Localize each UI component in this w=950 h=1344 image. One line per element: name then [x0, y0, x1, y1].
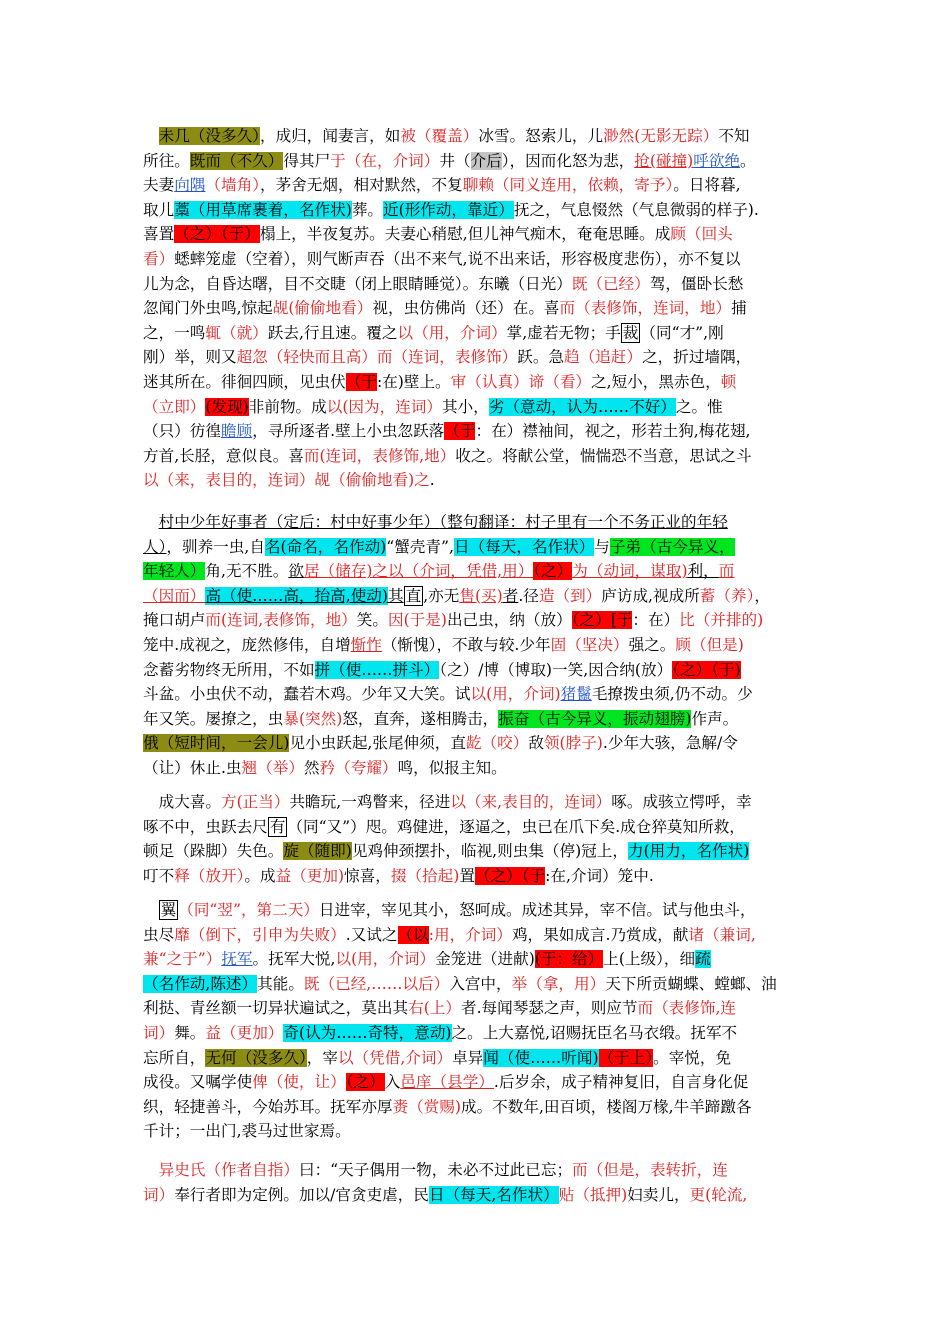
text-line: [143, 996, 807, 1021]
text-line: [143, 222, 807, 247]
text-line: [143, 296, 807, 321]
text-line: [143, 898, 807, 923]
annotated-text: 子弟（古今异义，: [609, 537, 735, 556]
annotated-text: 超忽（轻快而且高）而（连词，表修饰）: [236, 348, 518, 367]
text-segment: 见鸡伸颈摆扑，临视,则虫集（停)冠上，: [351, 842, 628, 861]
annotated-text: 利，: [687, 562, 719, 581]
text-segment: 之，折过墙隅，: [642, 348, 752, 367]
text-segment: 刚）举，则又: [143, 348, 237, 367]
text-segment: 者.每闻琴瑟之声，则应节: [460, 999, 638, 1018]
text-segment: ，宰: [306, 1048, 338, 1067]
annotated-text: 龁（咬）: [465, 734, 529, 753]
annotated-text: 辄（就）: [205, 323, 268, 342]
annotated-text: 裁: [622, 323, 639, 342]
annotated-text: 既（已经,……以后）: [303, 974, 450, 993]
annotated-text: 蓄（养）: [699, 586, 755, 605]
text-line: [143, 419, 807, 444]
annotated-text: 聊赖（同义连用，依赖，寄予）: [462, 176, 674, 195]
annotated-text: 而: [718, 562, 735, 581]
text-segment: 作声。: [691, 709, 739, 728]
annotated-text: （之）: [533, 562, 573, 581]
annotated-text: 有: [269, 817, 286, 836]
text-segment: 葬。: [351, 200, 384, 219]
annotated-text: 于（在，介词）: [330, 151, 440, 170]
text-segment: 其小，: [441, 397, 489, 416]
text-segment: 然: [303, 758, 320, 777]
text-line: [143, 468, 807, 493]
text-line: [143, 345, 807, 370]
text-segment: 毛撩拨虫须,仍不动。少: [591, 685, 753, 704]
annotated-text: 诸（兼词,: [688, 925, 756, 944]
text-line: [143, 247, 807, 272]
annotated-text: 翘（举）: [241, 758, 304, 777]
annotated-text: 以(用，介词）: [335, 950, 436, 969]
annotated-text: 释（放开）: [174, 866, 245, 885]
text-line: [143, 173, 807, 198]
text-segment: 所往。: [143, 151, 190, 170]
text-line: [143, 510, 807, 535]
text-segment: 顿足（跺脚）失色。: [143, 842, 284, 861]
annotated-text: 为（动词，谋取): [572, 562, 688, 581]
annotated-text: 其: [387, 586, 404, 605]
text-segment: ：在）: [632, 611, 680, 630]
annotated-text: 者: [502, 586, 519, 605]
text-segment: .少年大骇，急解/令: [602, 734, 738, 753]
text-segment: 蟋蟀笼虚（空着），则气断声吞（出不来气,说不出来话，形容极度悲伤），亦不复以: [174, 249, 741, 268]
text-line: [143, 198, 807, 223]
annotated-text: 以（凭借,介词）: [337, 1048, 453, 1067]
text-line: [143, 559, 807, 584]
annotated-text: 俾（使，让）: [252, 1073, 346, 1092]
text-line: [143, 633, 807, 658]
text-segment: 喜置: [143, 225, 175, 244]
text-segment: 念蓄劣物终无所用，不如: [143, 660, 315, 679]
text-segment: 见小虫跃起,张尾伸须，直: [289, 734, 466, 753]
text-line: [143, 1021, 807, 1046]
annotated-text: 近(形作动，靠近）: [383, 200, 514, 219]
text-segment: 之。上大嘉悦,诏赐抚臣名马衣缎。抚军不: [451, 1023, 738, 1042]
annotated-text: （整句翻译：村子里有一个不务正业的年轻: [439, 513, 728, 531]
text-line: [143, 947, 807, 972]
annotated-text: （以: [397, 925, 429, 944]
text-segment: 井（: [439, 151, 471, 170]
text-segment: ），因而化怒为悲，: [501, 151, 635, 170]
annotated-text: 猪鬣: [560, 685, 592, 704]
annotated-text: 贴（抵押): [558, 1185, 628, 1204]
annotated-text: （立即）: [143, 397, 206, 416]
text-segment: 之,短小，黑赤色，: [591, 372, 721, 391]
text-line: [143, 149, 807, 174]
text-segment: :在,介词）笼中.: [545, 866, 654, 885]
annotated-text: 益（更加): [275, 866, 345, 885]
text-line: [143, 1119, 807, 1144]
annotated-text: 名(命名，名作动): [264, 537, 387, 556]
text-segment: 其能。: [257, 974, 304, 993]
text-segment: [143, 513, 159, 531]
text-segment: （惭愧），不敢与较.少年: [381, 635, 551, 654]
annotated-text: （之）: [345, 1073, 385, 1092]
text-segment: 不知: [718, 127, 750, 145]
annotated-text: （之）（于）: [174, 225, 260, 244]
text-segment: ，驯养一虫,自: [166, 537, 265, 556]
text-line: [143, 682, 807, 707]
annotated-text: 售(买): [459, 586, 503, 605]
text-segment: 怒，直奔，遂相腾击，: [342, 709, 499, 728]
text-segment: 掩口胡卢: [143, 611, 206, 630]
annotated-text: 呼欲绝: [693, 151, 741, 170]
text-segment: .后岁余，成子精神复旧，自言身化促: [493, 1073, 749, 1092]
text-segment: 妇卖儿，: [627, 1185, 690, 1204]
annotated-text: 兼“之于”）: [143, 950, 222, 969]
annotated-text: 词）: [143, 1185, 175, 1204]
paragraph: [143, 1158, 807, 1207]
text-segment: 之。惟: [675, 397, 723, 416]
annotated-text: 闻（使……听闻): [483, 1048, 599, 1067]
annotated-text: 向隅: [174, 176, 206, 195]
text-line: [143, 370, 807, 395]
annotated-text: 顾（但是): [675, 635, 744, 654]
annotated-text: 瞻顾: [220, 422, 253, 441]
annotated-text: （同“翌”，第二天）: [178, 901, 319, 919]
annotated-text: 直: [405, 586, 422, 605]
text-segment: 惊喜，: [344, 866, 391, 885]
text-segment: “蟹壳青”,: [386, 537, 454, 556]
text-segment: 笼中.成视之，庞然修伟，自增: [143, 635, 351, 654]
annotated-text: 惭怍: [350, 635, 382, 654]
text-segment: 夫妻: [143, 176, 175, 195]
annotated-text: 顾（回头: [670, 225, 733, 244]
text-segment: ，成归，闻妻言，如: [259, 127, 401, 145]
text-segment: 庐访成,视成所: [601, 586, 700, 605]
annotated-text: [于: [610, 611, 633, 630]
text-segment: 掌,虚若无物；手: [506, 323, 621, 342]
text-segment: 卓异: [452, 1048, 484, 1067]
text-segment: 榻上，半夜复苏。夫妻心稍慰,但儿神气痴木，奄奄思睡。成: [259, 225, 671, 244]
text-segment: 。抚军大悦,: [252, 950, 336, 969]
text-line: [143, 839, 807, 864]
annotated-text: 被（覆盖）: [400, 127, 479, 145]
text-segment: .: [429, 471, 435, 490]
annotated-text: 疏: [695, 950, 711, 969]
annotated-text: 奇(认为……奇特，意动): [283, 1023, 452, 1042]
text-segment: 利挞、青丝额一切异状遍试之，莫出其: [143, 999, 409, 1018]
text-segment: ，茅舍无烟，相对默然，不复: [259, 176, 463, 195]
text-segment: 。日将暮,: [673, 176, 741, 195]
annotated-text: 高（使……高，抬高,使动): [205, 586, 388, 605]
annotated-text: 以（来,表目的，连词）: [450, 793, 612, 811]
text-line: [143, 1183, 807, 1208]
annotated-text: 介后: [470, 151, 502, 170]
text-segment: [143, 1161, 159, 1179]
text-segment: ,亦无: [423, 586, 460, 605]
annotated-text: 渺然(无影无踪）: [603, 127, 719, 145]
paragraph: [143, 124, 807, 493]
text-segment: 敌: [528, 734, 544, 753]
text-segment: .径: [518, 586, 539, 605]
annotated-text: 暴(突然): [283, 709, 343, 728]
annotated-text: 欲: [288, 562, 304, 581]
annotated-text: 人）: [143, 537, 167, 556]
annotated-text: 领(脖子): [543, 734, 603, 753]
annotated-text: 以(因为，连词）: [326, 397, 442, 416]
text-segment: 舞。: [174, 1023, 206, 1042]
annotated-text: （之）: [571, 611, 611, 630]
annotated-text: 异史氏（作者自指）: [158, 1161, 299, 1179]
text-segment: 得其尸: [283, 151, 331, 170]
text-line: [143, 535, 807, 560]
text-segment: 上(上级），细: [603, 950, 696, 969]
text-segment: ，: [754, 586, 770, 605]
annotated-text: 以（介词，凭借,用）: [388, 562, 534, 581]
text-segment: 儿为念，自昏达曙，目不交睫（闭上眼睛睡觉）。东曦（日光）: [143, 274, 572, 293]
annotated-text: 劣（意动，认为……不好）: [488, 397, 676, 416]
annotated-text: 固（坚决）: [550, 635, 629, 654]
paragraph: [143, 790, 807, 888]
text-segment: 日进宰，宰见其小，怒呵成。成述其异，宰不信。试与他虫斗，: [318, 901, 756, 919]
text-segment: （之）/博（博取)一笑,因合纳(放）: [439, 660, 673, 679]
annotated-text: 藁（用草席裹着，名作状): [174, 200, 352, 219]
annotated-text: （于: [444, 422, 476, 441]
text-segment: 方首,长胫，意似良。喜: [143, 446, 304, 465]
annotated-text: 既（已经）: [571, 274, 650, 293]
text-line: [143, 923, 807, 948]
annotated-text: 以(用，介词): [470, 685, 561, 704]
annotated-text: 看）: [143, 249, 175, 268]
text-segment: 出己虫，纳（放）: [446, 611, 572, 630]
annotated-text: 方(正当）: [220, 793, 290, 811]
text-segment: 曰：“天子偶用一物，未必不过此已忘；: [298, 1161, 573, 1179]
annotated-text: 无何（没多久）: [205, 1048, 307, 1067]
annotated-text: 矜（夸耀）: [319, 758, 398, 777]
text-segment: 虫尽: [143, 925, 175, 944]
annotated-text: （墙角）: [205, 176, 260, 195]
text-segment: 之，一鸣: [143, 323, 206, 342]
text-line: [143, 658, 807, 683]
annotated-text: 既而（不久）: [189, 151, 284, 170]
annotated-text: 振奋（古今异义，振动翅膀): [498, 709, 692, 728]
text-segment: 成。不数年,田百顷，楼阁万椽,牛羊蹄躈各: [460, 1097, 752, 1116]
text-segment: [143, 127, 159, 145]
text-segment: （让）休止.虫: [143, 758, 242, 777]
text-segment: 织，轻捷善斗，今始苏耳。抚军亦厚: [143, 1097, 393, 1116]
annotated-text: 力(用力，名作状): [627, 842, 750, 861]
text-line: [143, 707, 807, 732]
text-segment: 冰雪。怒索儿，儿: [478, 127, 604, 145]
annotated-text: （之）（于): [672, 660, 741, 679]
annotated-text: （因而）: [143, 586, 206, 605]
annotated-text: （于: [345, 372, 377, 391]
text-segment: 入: [384, 1073, 401, 1092]
text-line: [143, 972, 807, 997]
text-segment: 非前物。成: [248, 397, 327, 416]
text-segment: 迷其所在。徘徊四顾，见虫伏: [143, 372, 346, 391]
annotated-text: 比（并排的): [679, 611, 764, 630]
text-segment: 。宰悦，免: [653, 1048, 732, 1067]
text-segment: 强之。: [628, 635, 676, 654]
text-segment: 与: [594, 537, 610, 556]
annotated-text: （于上）: [598, 1048, 654, 1067]
annotated-text: 而（但是，表转折，连: [572, 1161, 728, 1179]
text-segment: 入宫中，: [449, 974, 512, 993]
text-segment: 。: [740, 151, 756, 170]
text-line: [143, 395, 807, 420]
text-line: [143, 272, 807, 297]
text-segment: 笑。: [356, 611, 388, 630]
annotated-text: 日（每天，名作状）: [453, 537, 595, 556]
text-segment: 。成: [244, 866, 276, 885]
text-segment: [143, 901, 159, 919]
text-line: [143, 608, 807, 633]
annotated-text: (于：给）: [534, 950, 604, 969]
text-segment: 捕: [731, 299, 747, 318]
annotated-text: 抚军: [221, 950, 253, 969]
annotated-text: 村中少年好事者（定后：村中好事少年）: [158, 513, 440, 531]
annotated-text: （之）（于: [474, 866, 546, 885]
text-segment: （只）彷徨: [143, 422, 221, 441]
text-segment: 年又笑。屡撩之，虫: [143, 709, 284, 728]
text-line: [143, 864, 807, 889]
text-line: [143, 124, 807, 149]
annotated-text: 造（到）: [538, 586, 602, 605]
annotated-text: 居（储存)之: [303, 562, 388, 581]
text-segment: ，寻所逐者.壁上小虫忽跃落: [252, 422, 445, 441]
annotated-text: 因(于是): [387, 611, 447, 630]
annotated-text: 顿: [720, 372, 737, 391]
text-segment: 奉行者即为定例。加以/官贪吏虐，民: [174, 1185, 429, 1204]
annotated-text: 而(连词,表修饰，地）: [205, 611, 357, 630]
text-segment: 收之。将献公堂，惴惴恐不当意，思试之斗: [455, 446, 752, 465]
text-segment: 置: [459, 866, 475, 885]
text-segment: 鸡，果如成言.乃赏成，献: [511, 925, 689, 944]
annotated-text: 日（每天,名作状）: [428, 1185, 559, 1204]
annotated-text: 翼: [160, 901, 177, 919]
annotated-text: 旋（随即): [283, 842, 352, 861]
text-segment: （同“又”）咫。鸡健进，逐逼之，虫已在爪下矣.成仓猝莫知所救，: [287, 817, 745, 836]
annotated-text: 以（来，表目的，连词）觇（偷偷地看)之: [143, 471, 430, 490]
text-segment: 鸣，似报主知。: [397, 758, 507, 777]
text-segment: 视，虫仿佛尚（还）在。喜: [372, 299, 560, 318]
text-segment: 啄。成骇立愕呼，幸: [611, 793, 752, 811]
annotated-text: 俄（短时间，一会儿): [143, 734, 290, 753]
text-segment: 共瞻玩,一鸡瞥来，径进: [289, 793, 451, 811]
text-line: [143, 1158, 807, 1183]
text-segment: 跃去,行且速。覆之: [267, 323, 398, 342]
text-line: [143, 1095, 807, 1120]
text-segment: 取儿: [143, 200, 175, 219]
annotated-text: :用，介词）: [428, 925, 512, 944]
text-segment: 角,无不胜。: [205, 562, 289, 581]
text-segment: ：在）襟袖间，视之，形若土狗,梅花翅,: [475, 422, 751, 441]
annotated-text: 年轻人）: [143, 562, 206, 581]
text-line: [143, 731, 807, 756]
text-segment: 跃。急: [517, 348, 565, 367]
paragraph: [143, 898, 807, 1144]
annotated-text: 举（拿，用）: [511, 974, 606, 993]
annotated-text: 而(连词，表修饰,地）: [303, 446, 456, 465]
annotated-text: 靡（倒下，引申为失败）: [174, 925, 346, 944]
text-segment: 金笼进（进献): [435, 950, 535, 969]
annotated-text: 赉（赏赐): [392, 1097, 461, 1116]
annotated-text: 以（用，介词）: [397, 323, 507, 342]
annotated-text: 益（更加）: [205, 1023, 284, 1042]
annotated-text: 拼（使……拼斗）: [314, 660, 440, 679]
annotated-text: 而（表修饰,连: [637, 999, 737, 1018]
text-segment: 成役。又嘱学使: [143, 1073, 253, 1092]
annotated-text: 邑庠（县学）: [400, 1073, 494, 1092]
text-segment: 忘所自，: [143, 1048, 206, 1067]
text-segment: 天下所贡蝴蝶、螳螂、油: [605, 974, 777, 993]
paragraph: [143, 510, 807, 781]
annotated-text: 掇（拾起): [390, 866, 460, 885]
text-segment: （同“才”,刚: [640, 323, 724, 342]
annotated-text: （名作动,陈述）: [143, 974, 258, 993]
text-segment: .又试之: [345, 925, 398, 944]
text-segment: 斗盆。小虫伏不动，蠢若木鸡。少年又大笑。试: [143, 685, 471, 704]
annotated-text: 右(上）: [408, 999, 461, 1018]
text-segment: 忽闻门外虫鸣,惊起: [143, 299, 273, 318]
text-segment: 成大喜。: [143, 793, 221, 811]
annotated-text: 而（表修饰，连词，地）: [559, 299, 732, 318]
annotated-text: 未几（没多久）: [158, 127, 260, 145]
annotated-text: 更(轮流,: [689, 1185, 748, 1204]
text-segment: :在)壁上。: [376, 372, 451, 391]
text-segment: 啄不中，虫跃去尺: [143, 817, 268, 836]
text-segment: 驾，僵卧长愁: [649, 274, 744, 293]
text-segment: 千计；一出门,裘马过世家焉。: [143, 1122, 351, 1141]
text-line: [143, 444, 807, 469]
annotated-text: 词）: [143, 1023, 175, 1042]
text-line: [143, 584, 807, 609]
text-line: [143, 321, 807, 346]
text-line: [143, 756, 807, 781]
text-segment: 抚之，气息惙然（气息微弱的样子).: [513, 200, 759, 219]
annotated-text: 抢(碰撞): [634, 151, 694, 170]
text-segment: 叮不: [143, 866, 175, 885]
text-line: [143, 1070, 807, 1095]
annotated-text: 觇(偷偷地看）: [272, 299, 373, 318]
annotated-text: (发现): [205, 397, 249, 416]
annotated-text: 审（认真）谛（看）: [450, 372, 592, 391]
text-line: [143, 790, 807, 815]
annotated-text: 趋（追赶）: [564, 348, 643, 367]
text-line: [143, 1046, 807, 1071]
text-line: [143, 815, 807, 840]
